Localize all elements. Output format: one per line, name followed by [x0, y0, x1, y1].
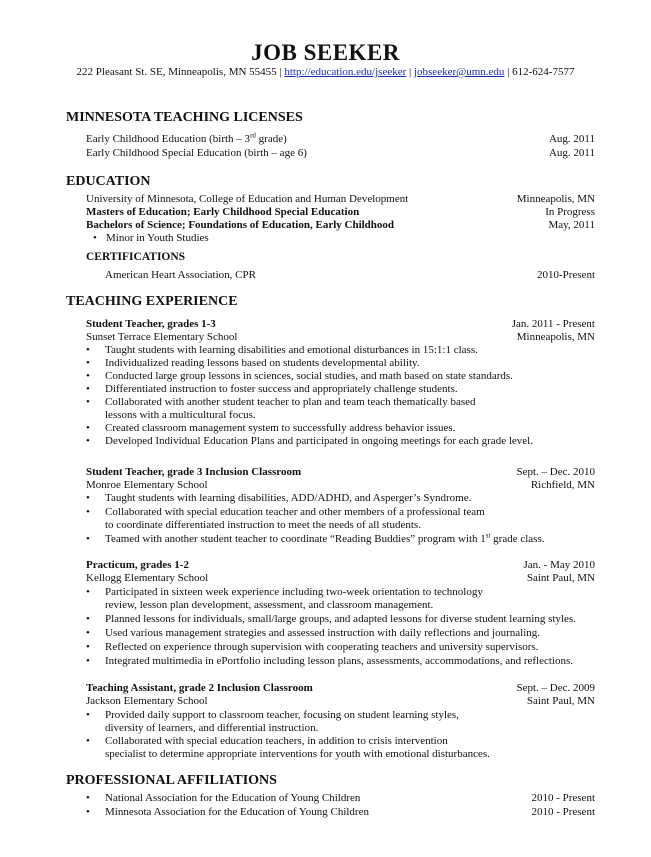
separator: | — [279, 66, 282, 78]
contact-line — [0, 66, 651, 78]
email-link[interactable]: jobseeker@umn.edu — [413, 66, 505, 78]
section-teaching-title: TEACHING EXPERIENCE — [66, 294, 238, 309]
job-header-row — [86, 465, 595, 479]
website-link[interactable]: http://education.edu/jseeker — [284, 66, 407, 78]
bullet-icon: • — [86, 586, 90, 598]
affiliation-row — [86, 805, 595, 819]
degree-row — [86, 205, 595, 219]
license-date: Aug. 2011 — [548, 133, 595, 145]
job-dates: Sept. – Dec. 2009 — [516, 682, 595, 694]
affiliation-date: 2010 - Present — [531, 792, 595, 804]
separator: | — [507, 66, 510, 78]
resume-page: JOB SEEKER 222 Pleasant St. SE, Minneapolis, MN 55455 | http://education.edu/jseeker | jobseeker@umn.edu | 612-624-7577 MINNESOTA TEACHING LICENSES Early Childhood Education (birth – 3rd grade) Aug. 2011 Early Childhood Special Education (birth – age 6) Aug. 2011 EDUCATION University of Minnesota, College of Education and Human Development Minneapolis, MN Masters of Education; Early Childhood Special Education In Progress Bachelors of Science; Foundations of Education, Early Childhood May, 2011 • Minor in Youth Studies CERTIFICATIONS American Heart Association, CPR 2010-Present TEACHING EXPERIENCE Student Teacher, grades 1-3 Jan. 2011 - Present Sunset Terrace Elementary School Minneapolis, MN • Taught students with learning disabilities and emotional disturbances in 15:1:1 class. • Individualized reading lessons based on students developmental ability. • Conducted large group lessons in sciences, social studies, and math based on state standards. • Differentiated instruction to foster success and appropriately challenge students. • Collaborated with another student teacher to plan and team teach thematically based lessons with a multicultural focus. • Created classroom management system to successfully address behavior issues. • Developed Individual Education Plans and participated in ongoing meetings for each grade level. Student Teacher, grade 3 Inclusion Classroom Sept. – Dec. 2010 Monroe Elementary School Richfield, MN • Taught students with learning disabilities, ADD/ADHD, and Asperger’s Syndrome. • Collaborated with special education teacher and other members of a professional team to coordinate differentiated instruction to meet the needs of all students. • Teamed with another student teacher to coordinate “Reading Buddies” program with 1st grade class. Practicum, grades 1-2 Jan. - May 2010 Kellogg Elementary School Saint Paul, MN • Participated in sixteen week experience including two-week orientation to technology review, lesson plan development, assessment, and classroom management. • Planned lessons for individuals, small/large groups, and adapted lessons for diverse student learning styles. • Used various management strategies and assessed instruction with daily reflections and journaling. • Reflected on experience through supervision with cooperating teachers and university supervisors. • Integrated multimedia in ePortfolio including lesson plans, assessments, accommodations, and reflections. Teaching Assistant, grade 2 Inclusion Classroom Sept. – Dec. 2009 Jackson Elementary School Saint Paul, MN • Provided daily support to classroom teacher, focusing on student learning styles, diversity of learners, and differential instruction. • Collaborated with special education teachers, in addition to crisis intervention specialist to determine appropriate interventions for youth with emotional disturbances. PROFESSIONAL AFFILIATIONS • National Association for the Education of Young Children 2010 - Present • Minnesota Association for the Education of Young Children 2010 - Present — [0, 0, 651, 857]
license-row: Early Childhood Education (birth – 3rd grade) Aug. 2011 — [86, 131, 595, 145]
bullet-icon: • — [86, 792, 90, 804]
address: 222 Pleasant St. SE, Minneapolis, MN 55455 — [76, 66, 277, 78]
job-location: Saint Paul, MN — [526, 695, 595, 707]
affiliation-row — [86, 791, 595, 805]
section-education-title: EDUCATION — [66, 174, 151, 189]
job-location: Saint Paul, MN — [526, 572, 595, 584]
job-dates: Jan. 2011 - Present — [511, 318, 595, 330]
job-header-row — [86, 558, 595, 572]
job-school: Jackson Elementary School — [86, 695, 208, 707]
separator: | — [409, 66, 412, 78]
degree-date: May, 2011 — [548, 219, 595, 231]
certification-row — [105, 268, 595, 282]
affiliation-date: 2010 - Present — [531, 806, 595, 818]
job-dates: Sept. – Dec. 2010 — [516, 466, 595, 478]
bullet-icon: • — [86, 506, 90, 518]
school-name: University of Minnesota, College of Education and Human Development — [86, 193, 409, 205]
license-date: Aug. 2011 — [548, 147, 595, 159]
job-school-row — [86, 694, 595, 708]
job-school: Monroe Elementary School — [86, 479, 208, 491]
job-dates: Jan. - May 2010 — [523, 559, 595, 571]
job-role: Practicum, grades 1-2 — [86, 559, 189, 571]
bullet-icon: • — [86, 435, 90, 447]
bullet-icon: • — [86, 735, 90, 747]
bullet-icon: • — [86, 709, 90, 721]
bullet-icon: • — [86, 370, 90, 382]
degree-name: Bachelors of Science; Foundations of Education, Early Childhood — [86, 219, 395, 231]
job-role: Student Teacher, grade 3 Inclusion Classroom — [86, 466, 302, 478]
bullet-icon: • — [86, 806, 90, 818]
candidate-name: JOB SEEKER — [251, 40, 400, 65]
bullet-icon: • — [86, 383, 90, 395]
bullet-icon: • — [86, 396, 90, 408]
job-school-row — [86, 478, 595, 492]
job-school: Kellogg Elementary School — [86, 572, 209, 584]
bullet-icon: • — [86, 533, 90, 545]
job-school: Sunset Terrace Elementary School — [86, 331, 238, 343]
job-header-row — [86, 317, 595, 331]
bullet-icon: • — [86, 613, 90, 625]
certification-date: 2010-Present — [536, 269, 595, 281]
minor-text: Minor in Youth Studies — [106, 232, 209, 244]
job-school-row — [86, 330, 595, 344]
job-role: Teaching Assistant, grade 2 Inclusion Classroom — [86, 682, 313, 694]
education-school-row — [86, 192, 595, 206]
school-location: Minneapolis, MN — [516, 193, 595, 205]
section-licenses-title: MINNESOTA TEACHING LICENSES — [66, 110, 303, 125]
job-location: Richfield, MN — [530, 479, 595, 491]
certifications-title: CERTIFICATIONS — [86, 251, 186, 263]
job-school-row — [86, 571, 595, 585]
bullet-icon: • — [86, 357, 90, 369]
affiliation-name: National Association for the Education of Young Children — [105, 792, 361, 804]
bullet-icon: • — [86, 344, 90, 356]
degree-name: Masters of Education; Early Childhood Special Education — [86, 206, 360, 218]
certification-name: American Heart Association, CPR — [105, 269, 256, 281]
bullet-icon: • — [86, 655, 90, 667]
bullet-icon: • — [86, 422, 90, 434]
affiliation-name: Minnesota Association for the Education of Young Children — [105, 806, 369, 818]
job-location: Minneapolis, MN — [516, 331, 595, 343]
section-affiliations-title: PROFESSIONAL AFFILIATIONS — [66, 773, 277, 788]
license-label: Early Childhood Special Education (birth – age 6) — [86, 147, 307, 159]
bullet-icon: • — [86, 641, 90, 653]
bullet-icon: • — [93, 232, 97, 244]
license-row — [86, 146, 595, 160]
phone: 612-624-7577 — [512, 66, 575, 78]
bullet-icon: • — [86, 627, 90, 639]
bullet-icon: • — [86, 492, 90, 504]
degree-row — [86, 218, 595, 232]
job-role: Student Teacher, grades 1-3 — [86, 318, 216, 330]
degree-status: In Progress — [545, 206, 595, 218]
job-header-row — [86, 681, 595, 695]
